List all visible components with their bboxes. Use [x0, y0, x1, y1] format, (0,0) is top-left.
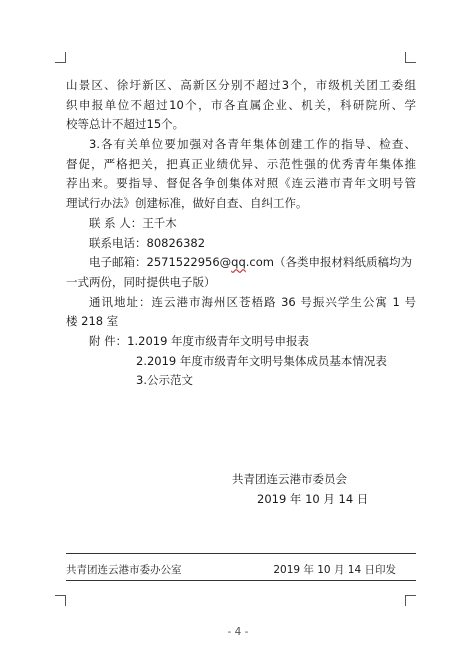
crop-mark-bottom-right: [405, 595, 416, 606]
attachment-item: 1.2019 年度市级青年文明号申报表: [127, 333, 310, 348]
footer-rule-top: [66, 553, 416, 554]
contact-phone-value: 80826382: [146, 235, 206, 250]
crop-mark-top-left: [55, 52, 66, 63]
page-number: - 4 -: [227, 626, 249, 638]
body-line: 督促，严格把关，把真正业绩优异、示范性强的优秀青年集体推: [66, 156, 416, 171]
contact-phone-label: 联系电话：: [89, 235, 147, 250]
body-text: [66, 76, 416, 391]
contact-email-continued: 一式两份，同时提供电子版）: [66, 274, 216, 289]
crop-mark-top-right: [405, 52, 416, 63]
body-line: 荐出来。要指导、督促各争创集体对照《连云港市青年文明号管: [66, 176, 416, 191]
contact-email-label: 电子邮箱：: [89, 255, 147, 270]
footer-print-date: 2019 年 10 月 14 日印发: [273, 564, 396, 576]
footer-issuer: 共青团连云港市委办公室: [66, 564, 182, 576]
attachment-item: 3.公示范文: [136, 373, 193, 388]
attachments-label: 附 件：: [89, 333, 128, 348]
contact-email-value: 2571522956@qq.com（各类申报材料纸质稿均为: [146, 255, 412, 270]
footer-rule-bottom: [66, 580, 416, 581]
attachments: [66, 332, 416, 352]
contact-address-label: 通讯地址：: [89, 294, 152, 309]
body-line: 织申报单位不超过10个，市各直属企业、机关，科研院所、学: [66, 97, 416, 112]
attachment-item: 2.2019 年度市级青年文明号集体成员基本情况表: [136, 353, 387, 368]
body-line: 3.各有关单位要加强对各青年集体创建工作的指导、检查、: [89, 137, 416, 152]
crop-mark-bottom-left: [55, 595, 66, 606]
contact-address-continued: 楼 218 室: [66, 314, 119, 329]
contact-person-label: 联 系 人：: [89, 215, 143, 230]
body-line: 山景区、徐圩新区、高新区分别不超过3个，市级机关团工委组: [66, 78, 416, 92]
signature-date: 2019 年 10 月 14 日: [257, 492, 369, 506]
contact-address: [66, 293, 416, 313]
contact-phone: [66, 234, 416, 254]
contact-person: [66, 214, 416, 234]
body-line: 理试行办法》创建标准，做好自查、自纠工作。: [66, 196, 308, 211]
contact-address-value: 连云港市海州区苍梧路 36 号振兴学生公寓 1 号: [151, 294, 416, 309]
body-line: 校等总计不超过15个。: [66, 117, 185, 132]
contact-email: [66, 253, 416, 273]
contact-person-value: 王千木: [142, 215, 177, 230]
signature-org: 共青团连云港市委员会: [232, 472, 347, 486]
